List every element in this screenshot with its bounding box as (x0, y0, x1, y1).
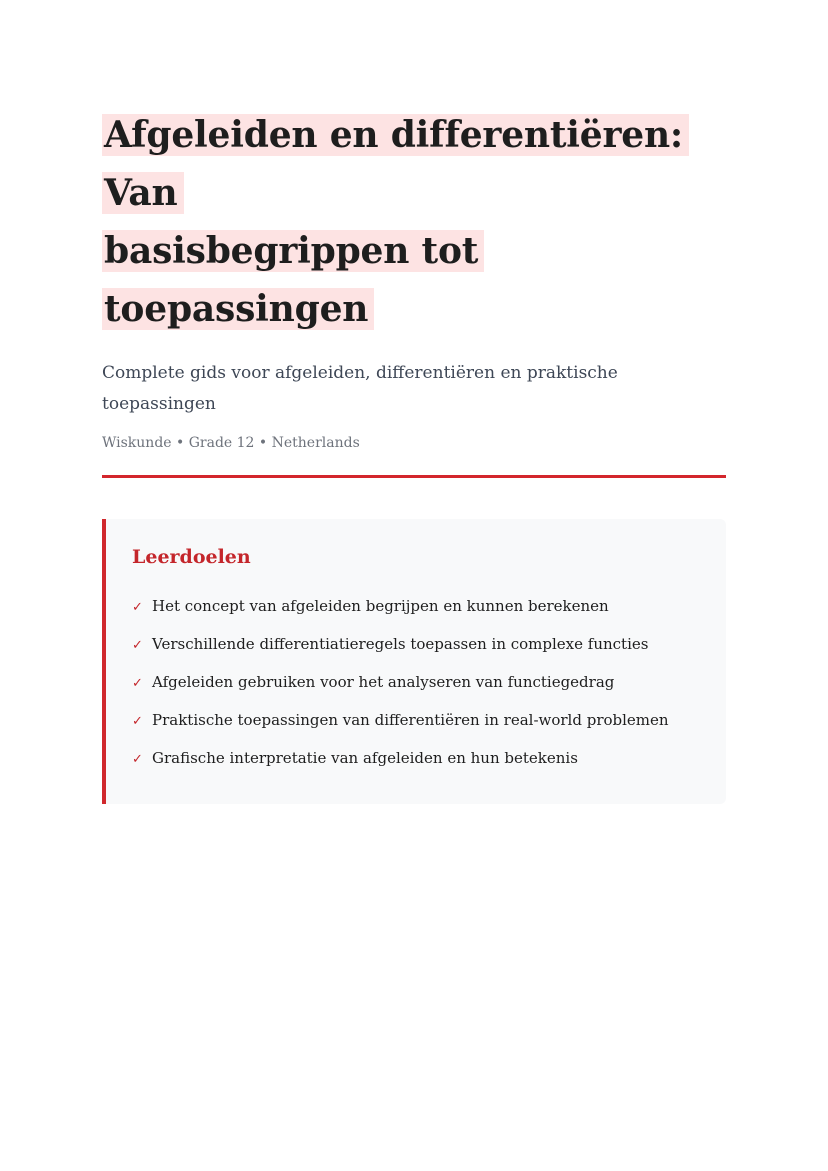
check-icon: ✓ (132, 638, 143, 653)
objective-text: Praktische toepassingen van differentiëren in real-world problemen (152, 711, 669, 729)
objective-text: Afgeleiden gebruiken voor het analyseren van functiegedrag (152, 673, 615, 691)
title-line-2: basisbegrippen tot toepassingen (102, 230, 484, 330)
list-item (132, 626, 706, 664)
objectives-list (132, 588, 706, 778)
page-meta: Wiskunde • Grade 12 • Netherlands (102, 435, 360, 451)
page-subtitle: Complete gids voor afgeleiden, differentiëren en praktische toepassingen (102, 363, 618, 414)
check-icon: ✓ (132, 600, 143, 615)
page-title (102, 106, 726, 338)
check-icon: ✓ (132, 676, 143, 691)
objective-text: Het concept van afgeleiden begrijpen en kunnen berekenen (152, 597, 609, 615)
objective-text: Grafische interpretatie van afgeleiden en hun betekenis (152, 749, 578, 767)
list-item (132, 664, 706, 702)
objectives-heading: Leerdoelen (132, 546, 251, 568)
list-item (132, 702, 706, 740)
learning-objectives-panel (102, 519, 726, 804)
objective-text: Verschillende differentiatieregels toepassen in complexe functies (152, 635, 649, 653)
header-divider (102, 475, 726, 478)
document-page (102, 106, 726, 804)
check-icon: ✓ (132, 752, 143, 767)
list-item (132, 740, 706, 778)
title-line-1: Afgeleiden en differentiëren: Van (102, 114, 689, 214)
check-icon: ✓ (132, 714, 143, 729)
list-item (132, 588, 706, 626)
